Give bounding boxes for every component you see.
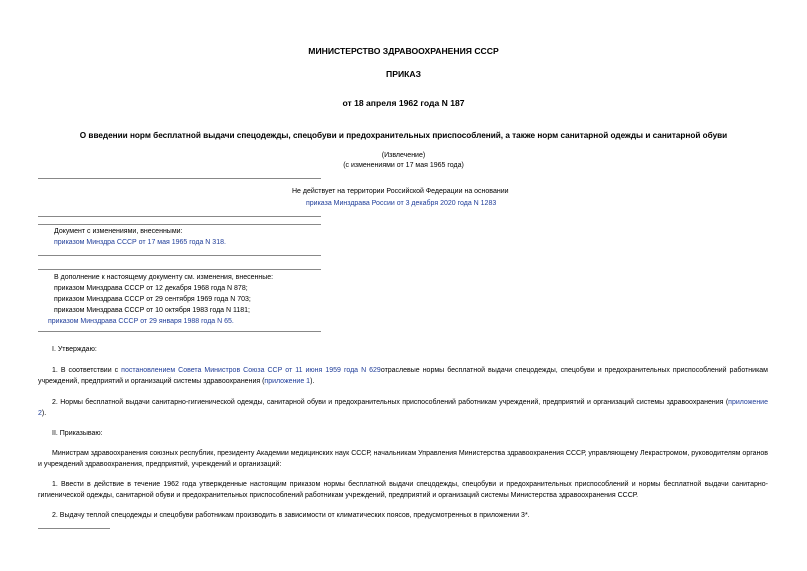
addition-item: приказом Минздрава СССР от 10 октября 1983 года N 1181;: [54, 307, 250, 314]
divider: [38, 255, 321, 256]
addition-item: приказом Минздрава СССР от 29 сентября 1969 года N 703;: [54, 296, 251, 303]
paragraph-1-prefix: 1. В соответствии с: [52, 367, 119, 374]
paragraph-2-text: 2. Нормы бесплатной выдачи санитарно-гигиенической одежды, санитарной обуви и предохранительных приспособлений работникам учреждений, предприятий и организаций системы здравоохранения (: [52, 399, 729, 406]
date-number-heading: от 18 апреля 1962 года N 187: [342, 98, 465, 108]
paragraph-1: [38, 365, 768, 387]
paragraph-4: [38, 479, 768, 501]
changes-box-link[interactable]: приказом Минздра СССР от 17 мая 1965 года N 318.: [54, 239, 226, 246]
footnote-divider: [38, 528, 110, 529]
paragraph-3: [38, 448, 768, 470]
addition-box-link[interactable]: приказом Минздрава СССР от 29 января 1988 года N 65.: [48, 318, 234, 325]
paragraph-1-text: отраслевые нормы бесплатной выдачи спецодежды, спецобуви и предохранительных приспособлений работникам учреждений, предприятий и организаций системы здравоохранения (: [38, 367, 768, 385]
addition-item: приказом Минздрава СССР от 12 декабря 1968 года N 878;: [54, 285, 248, 292]
doc-type-heading: ПРИКАЗ: [386, 69, 421, 79]
extract-note: (Извлечение): [381, 152, 426, 159]
divider: [38, 178, 321, 179]
addition-box-label: В дополнение к настоящему документу см. изменения, внесенные:: [54, 274, 274, 281]
status-note-link[interactable]: приказа Минздрава России от 3 декабря 2020 года N 1283: [306, 200, 497, 207]
section-2-heading: II. Приказываю:: [52, 430, 103, 437]
paragraph-2-end: ).: [41, 410, 47, 417]
page-title: О введении норм бесплатной выдачи спецодежды, спецобуви и предохранительных приспособлений, а также норм санитарной одежды и санитарной обуви: [79, 131, 728, 140]
appendix-1-link[interactable]: приложение 1: [264, 378, 311, 385]
changes-note: (с изменениями от 17 мая 1965 года): [343, 162, 464, 169]
paragraph-3-text: Министрам здравоохранения союзных республик, президенту Академии медицинских наук СССР, начальникам Управления Министерства здравоохранения СССР, управляющему Лекрастромом, руководителям органов и учреждений здравоохранения, предприятий, учреждений и организаций:: [38, 450, 768, 468]
paragraph-5: [38, 510, 768, 521]
resolution-link[interactable]: постановлением Совета Министров Союза ССР от 11 июня 1959 года N 629: [121, 367, 381, 374]
section-1-heading: I. Утверждаю:: [52, 346, 97, 353]
changes-box-label: Документ с изменениями, внесенными:: [54, 228, 183, 235]
status-note-text: Не действует на территории Российской Федерации на основании: [292, 188, 509, 195]
paragraph-5-text: 2. Выдачу теплой спецодежды и спецобуви работникам производить в зависимости от климатических поясов, предусмотренных в приложении 3*.: [52, 512, 530, 519]
ministry-heading: МИНИСТЕРСТВО ЗДРАВООХРАНЕНИЯ СССР: [308, 46, 499, 56]
divider: [38, 224, 321, 225]
divider: [38, 216, 321, 217]
paragraph-1-end: ).: [310, 378, 315, 385]
divider: [38, 269, 321, 270]
paragraph-2: [38, 397, 768, 419]
appendix-2-link[interactable]: приложение 2: [38, 399, 768, 417]
paragraph-4-text: 1. Ввести в действие в течение 1962 года утвержденные настоящим приказом нормы бесплатной выдачи спецодежды, спецобуви и предохранительных приспособлений и нормы бесплатной выдачи санитарно-гигиенической одежды, санитарной обуви и предохранительных приспособлений работникам учреждений, предприятий и организаций системы Министерства здравоохранения СССР.: [38, 481, 768, 499]
divider: [38, 331, 321, 332]
